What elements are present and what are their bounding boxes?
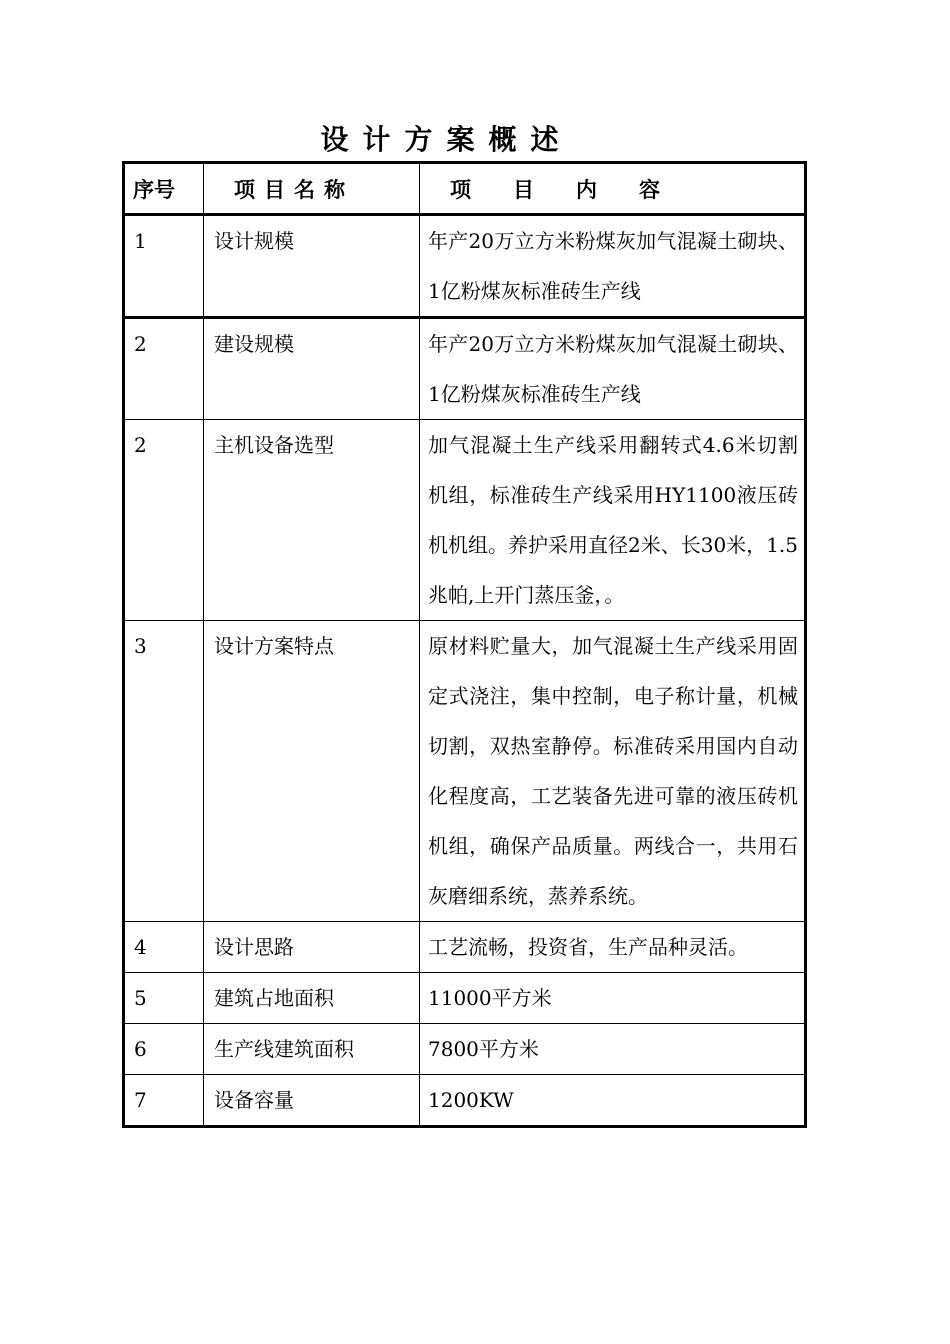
row-item-content: 年产20万立方米粉煤灰加气混凝土砌块、1亿粉煤灰标准砖生产线 xyxy=(420,215,806,318)
header-item-name: 项目名称 xyxy=(204,163,420,215)
row-number: 2 xyxy=(124,420,204,621)
row-item-name: 生产线建筑面积 xyxy=(204,1024,420,1075)
row-number: 2 xyxy=(124,318,204,420)
document-title: 设计方案概述 xyxy=(320,123,573,156)
header-item-content xyxy=(420,163,806,215)
table-row xyxy=(124,318,806,420)
row-item-name: 设备容量 xyxy=(204,1075,420,1127)
row-item-name: 建筑占地面积 xyxy=(204,973,420,1024)
header-seq: 序号 xyxy=(124,163,204,215)
row-item-name: 设计思路 xyxy=(204,922,420,973)
row-item-name: 建设规模 xyxy=(204,318,420,420)
row-item-content: 原材料贮量大，加气混凝土生产线采用固定式浇注，集中控制，电子称计量，机械切割，双热室静停。标准砖采用国内自动化程度高，工艺装备先进可靠的液压砖机机组，确保产品质量。两线合一，共用石灰磨细系统，蒸养系统。 xyxy=(420,621,806,922)
header-item-content-text: 项目内容 xyxy=(450,177,702,202)
table-row xyxy=(124,215,806,318)
table-row xyxy=(124,1075,806,1127)
row-item-content: 11000平方米 xyxy=(420,973,806,1024)
row-item-content: 工艺流畅，投资省，生产品种灵活。 xyxy=(420,922,806,973)
row-item-content: 1200KW xyxy=(420,1075,806,1127)
row-item-content: 年产20万立方米粉煤灰加气混凝土砌块、1亿粉煤灰标准砖生产线 xyxy=(420,318,806,420)
table-header-row xyxy=(124,163,806,215)
row-number: 4 xyxy=(124,922,204,973)
row-number: 1 xyxy=(124,215,204,318)
row-number: 6 xyxy=(124,1024,204,1075)
table-row xyxy=(124,922,806,973)
design-summary-table xyxy=(122,161,807,1128)
row-number: 3 xyxy=(124,621,204,922)
table-row xyxy=(124,621,806,922)
table-row xyxy=(124,420,806,621)
row-item-content: 加气混凝土生产线采用翻转式4.6米切割机组，标准砖生产线采用HY1100液压砖机机组。养护采用直径2米、长30米，1.5兆帕,上开门蒸压釜，。 xyxy=(420,420,806,621)
table-row xyxy=(124,1024,806,1075)
table-row xyxy=(124,973,806,1024)
row-item-name: 设计方案特点 xyxy=(204,621,420,922)
row-number: 5 xyxy=(124,973,204,1024)
row-number: 7 xyxy=(124,1075,204,1127)
row-item-name: 主机设备选型 xyxy=(204,420,420,621)
row-item-name: 设计规模 xyxy=(204,215,420,318)
row-item-content: 7800平方米 xyxy=(420,1024,806,1075)
